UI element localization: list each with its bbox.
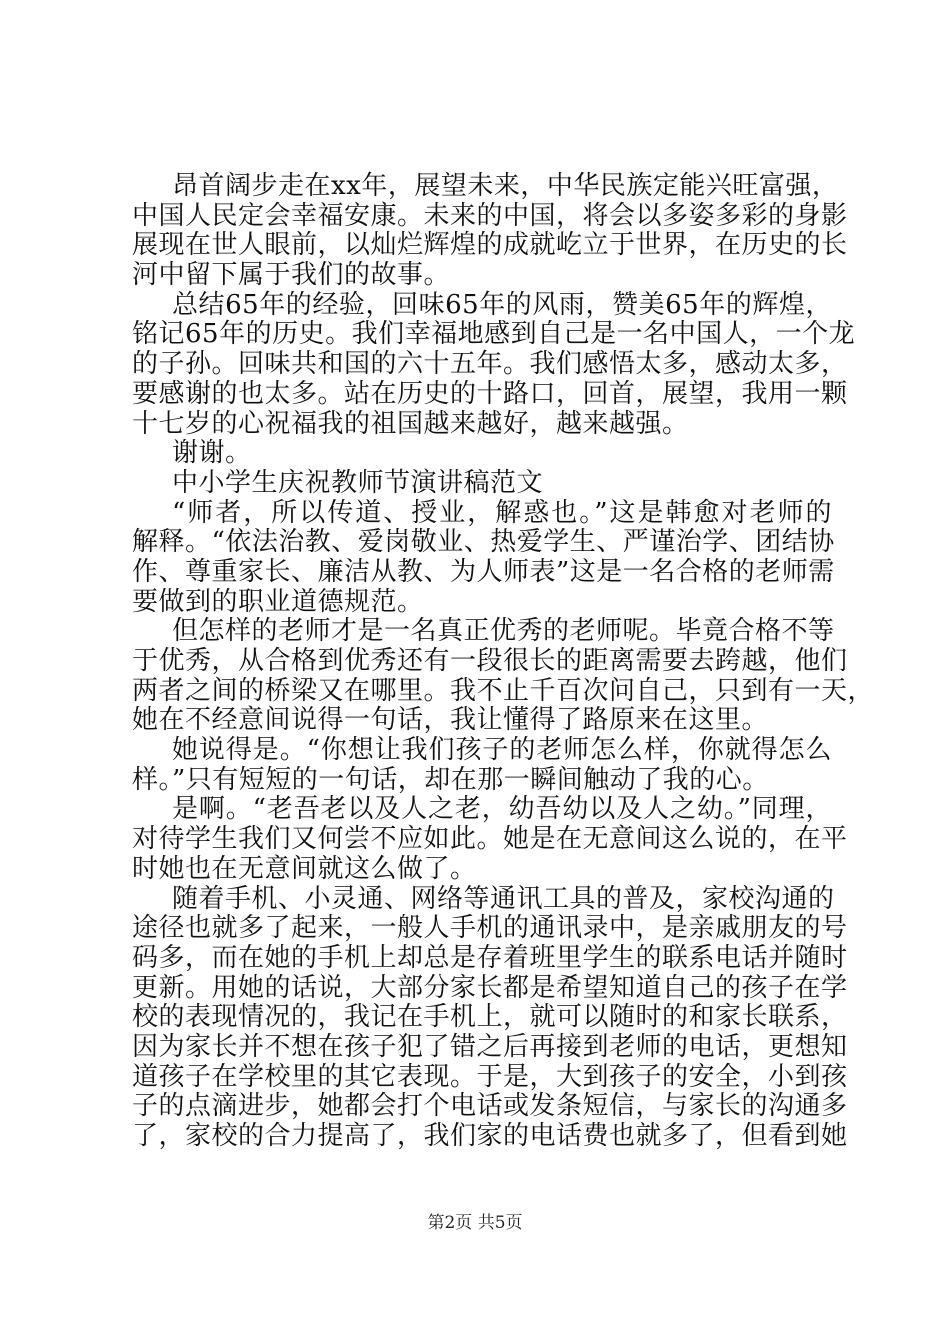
text-line: 铭记65年的历史。我们幸福地感到自己是一名中国人，一个龙 [132, 319, 856, 350]
text-line: 昂首阔步走在xx年，展望未来，中华民族定能兴旺富强， [172, 171, 839, 201]
text-line: 但怎样的老师才是一名真正优秀的老师呢。毕竟合格不等 [172, 616, 835, 647]
page-footer: 第2页 共5页 [427, 1213, 523, 1233]
text-line: 的子孙。回味共和国的六十五年。我们感悟太多，感动太多， [132, 349, 848, 380]
text-line: 谢谢。 [172, 438, 252, 469]
text-line: 她在不经意间说得一句话，我让懂得了路原来在这里。 [132, 705, 769, 736]
text-line: 要做到的职业道德规范。 [132, 586, 424, 617]
text-line: 道孩子在学校里的其它表现。于是，大到孩子的安全，小到孩 [132, 1061, 848, 1092]
document-body [132, 171, 875, 1152]
text-line: 码多，而在她的手机上却总是存着班里学生的联系电话并随时 [132, 942, 848, 973]
text-line: 校的表现情况的，我记在手机上，就可以随时的和家长联系， [132, 1002, 848, 1033]
text-line: 展现在世人眼前，以灿烂辉煌的成就屹立于世界，在历史的长 [132, 230, 848, 261]
text-line: 随着手机、小灵通、网络等通讯工具的普及，家校沟通的 [172, 883, 835, 914]
text-line: 作、尊重家长、廉洁从教、为人师表”这是一名合格的老师需 [132, 556, 835, 587]
text-line: 样。”只有短短的一句话，却在那一瞬间触动了我的心。 [132, 764, 769, 795]
text-line: “师者，所以传道、授业，解惑也。”这是韩愈对老师的 [172, 497, 832, 528]
text-line: 是啊。“老吾老以及人之老，幼吾幼以及人之幼。”同理， [172, 794, 832, 825]
text-line: 中小学生庆祝教师节演讲稿范文 [172, 467, 544, 498]
text-line: 总结65年的经验，回味65年的风雨，赞美65年的辉煌， [172, 289, 832, 320]
text-line: 因为家长并不想在孩子犯了错之后再接到老师的电话，更想知 [132, 1031, 848, 1062]
text-line: 要感谢的也太多。站在历史的十路口，回首，展望，我用一颗 [132, 378, 848, 409]
text-line: 中国人民定会幸福安康。未来的中国，将会以多姿多彩的身影 [132, 200, 848, 231]
text-line: 途径也就多了起来，一般人手机的通讯录中，是亲戚朋友的号 [132, 913, 848, 944]
text-line: 时她也在无意间就这么做了。 [132, 853, 477, 884]
text-line: 了，家校的合力提高了，我们家的电话费也就多了，但看到她 [132, 1121, 848, 1151]
text-line: 更新。用她的话说，大部分家长都是希望知道自己的孩子在学 [132, 972, 848, 1003]
text-line: 对待学生我们又何尝不应如此。她是在无意间这么说的，在平 [132, 824, 848, 855]
text-line: 十七岁的心祝福我的祖国越来越好，越来越强。 [132, 408, 689, 439]
text-line: 河中留下属于我们的故事。 [132, 260, 451, 291]
text-line: 两者之间的桥梁又在哪里。我不止千百次问自己，只到有一天， [132, 675, 875, 706]
text-line: 解释。“依法治教、爱岗敬业、热爱学生、严谨治学、团结协 [132, 527, 835, 558]
text-line: 于优秀，从合格到优秀还有一段很长的距离需要去跨越，他们 [132, 646, 848, 676]
text-line: 她说得是。“你想让我们孩子的老师怎么样，你就得怎么 [172, 735, 832, 766]
text-line: 子的点滴进步，她都会打个电话或发条短信，与家长的沟通多 [132, 1091, 848, 1122]
